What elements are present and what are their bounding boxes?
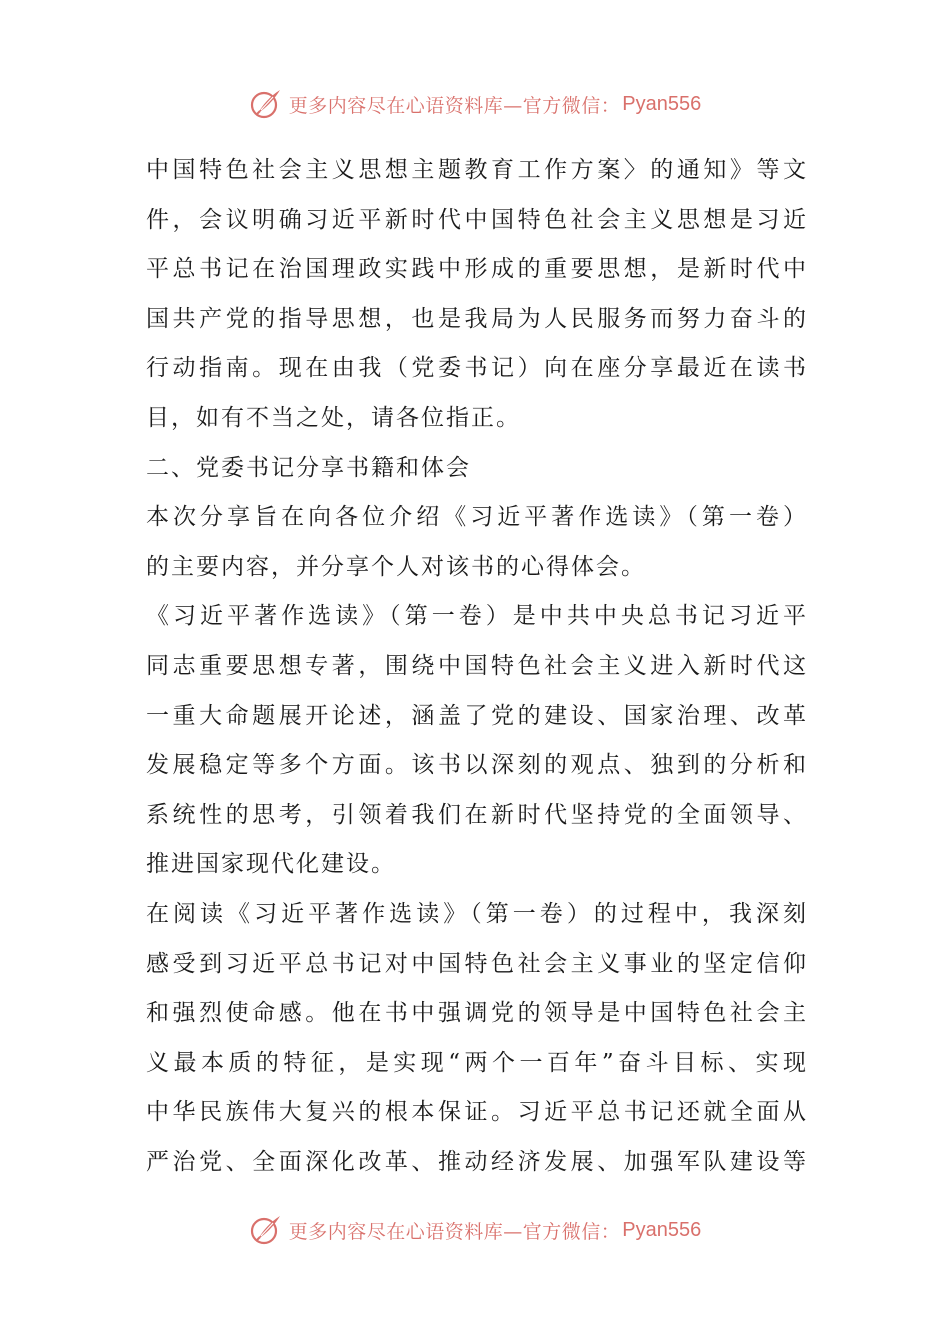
quill-logo-icon	[249, 87, 283, 121]
text-line: 严治党、全面深化改革、推动经济发展、加强军队建设等	[146, 1148, 806, 1175]
header-banner	[0, 84, 950, 124]
text-line: 系统性的思考，引领着我们在新时代坚持党的全面领导、	[146, 801, 806, 828]
text-line: 本次分享旨在向各位介绍《习近平著作选读》（第一卷）	[146, 504, 806, 531]
quill-logo-icon	[249, 1213, 283, 1247]
text-line: 中国特色社会主义思想主题教育工作方案〉的通知》等文	[146, 157, 806, 183]
wechat-id: Pyan556	[622, 1218, 702, 1241]
section-heading: 二、党委书记分享书籍和体会	[146, 454, 471, 481]
document-body	[146, 146, 806, 1187]
wechat-id: Pyan556	[622, 92, 702, 115]
text-line: 的主要内容，并分享个人对该书的心得体会。	[146, 553, 646, 580]
banner-text: 更多内容尽在心语资料库—官方微信：	[288, 94, 621, 117]
text-line: 一重大命题展开论述，涵盖了党的建设、国家治理、改革	[146, 702, 806, 729]
text-line: 中华民族伟大复兴的根本保证。习近平总书记还就全面从	[146, 1099, 806, 1126]
text-line: 感受到习近平总书记对中国特色社会主义事业的坚定信仰	[146, 950, 806, 977]
text-line: 义最本质的特征，是实现“两个一百年”奋斗目标、实现	[146, 1049, 806, 1076]
text-line: 在阅读《习近平著作选读》（第一卷）的过程中，我深刻	[146, 900, 806, 927]
text-line: 推进国家现代化建设。	[146, 851, 396, 878]
text-line: 目，如有不当之处，请各位指正。	[146, 404, 521, 431]
text-line: 和强烈使命感。他在书中强调党的领导是中国特色社会主	[146, 1000, 806, 1027]
banner-text: 更多内容尽在心语资料库—官方微信：	[288, 1220, 621, 1243]
text-line: 《习近平著作选读》（第一卷）是中共中央总书记习近平	[146, 603, 806, 630]
text-line: 平总书记在治国理政实践中形成的重要思想，是新时代中	[146, 256, 806, 283]
text-line: 同志重要思想专著，围绕中国特色社会主义进入新时代这	[146, 652, 806, 679]
text-line: 行动指南。现在由我（党委书记）向在座分享最近在读书	[146, 355, 806, 382]
text-line: 件，会议明确习近平新时代中国特色社会主义思想是习近	[146, 206, 806, 233]
footer-banner	[0, 1210, 950, 1250]
text-line: 国共产党的指导思想，也是我局为人民服务而努力奋斗的	[146, 305, 806, 332]
text-line: 发展稳定等多个方面。该书以深刻的观点、独到的分析和	[146, 752, 806, 779]
